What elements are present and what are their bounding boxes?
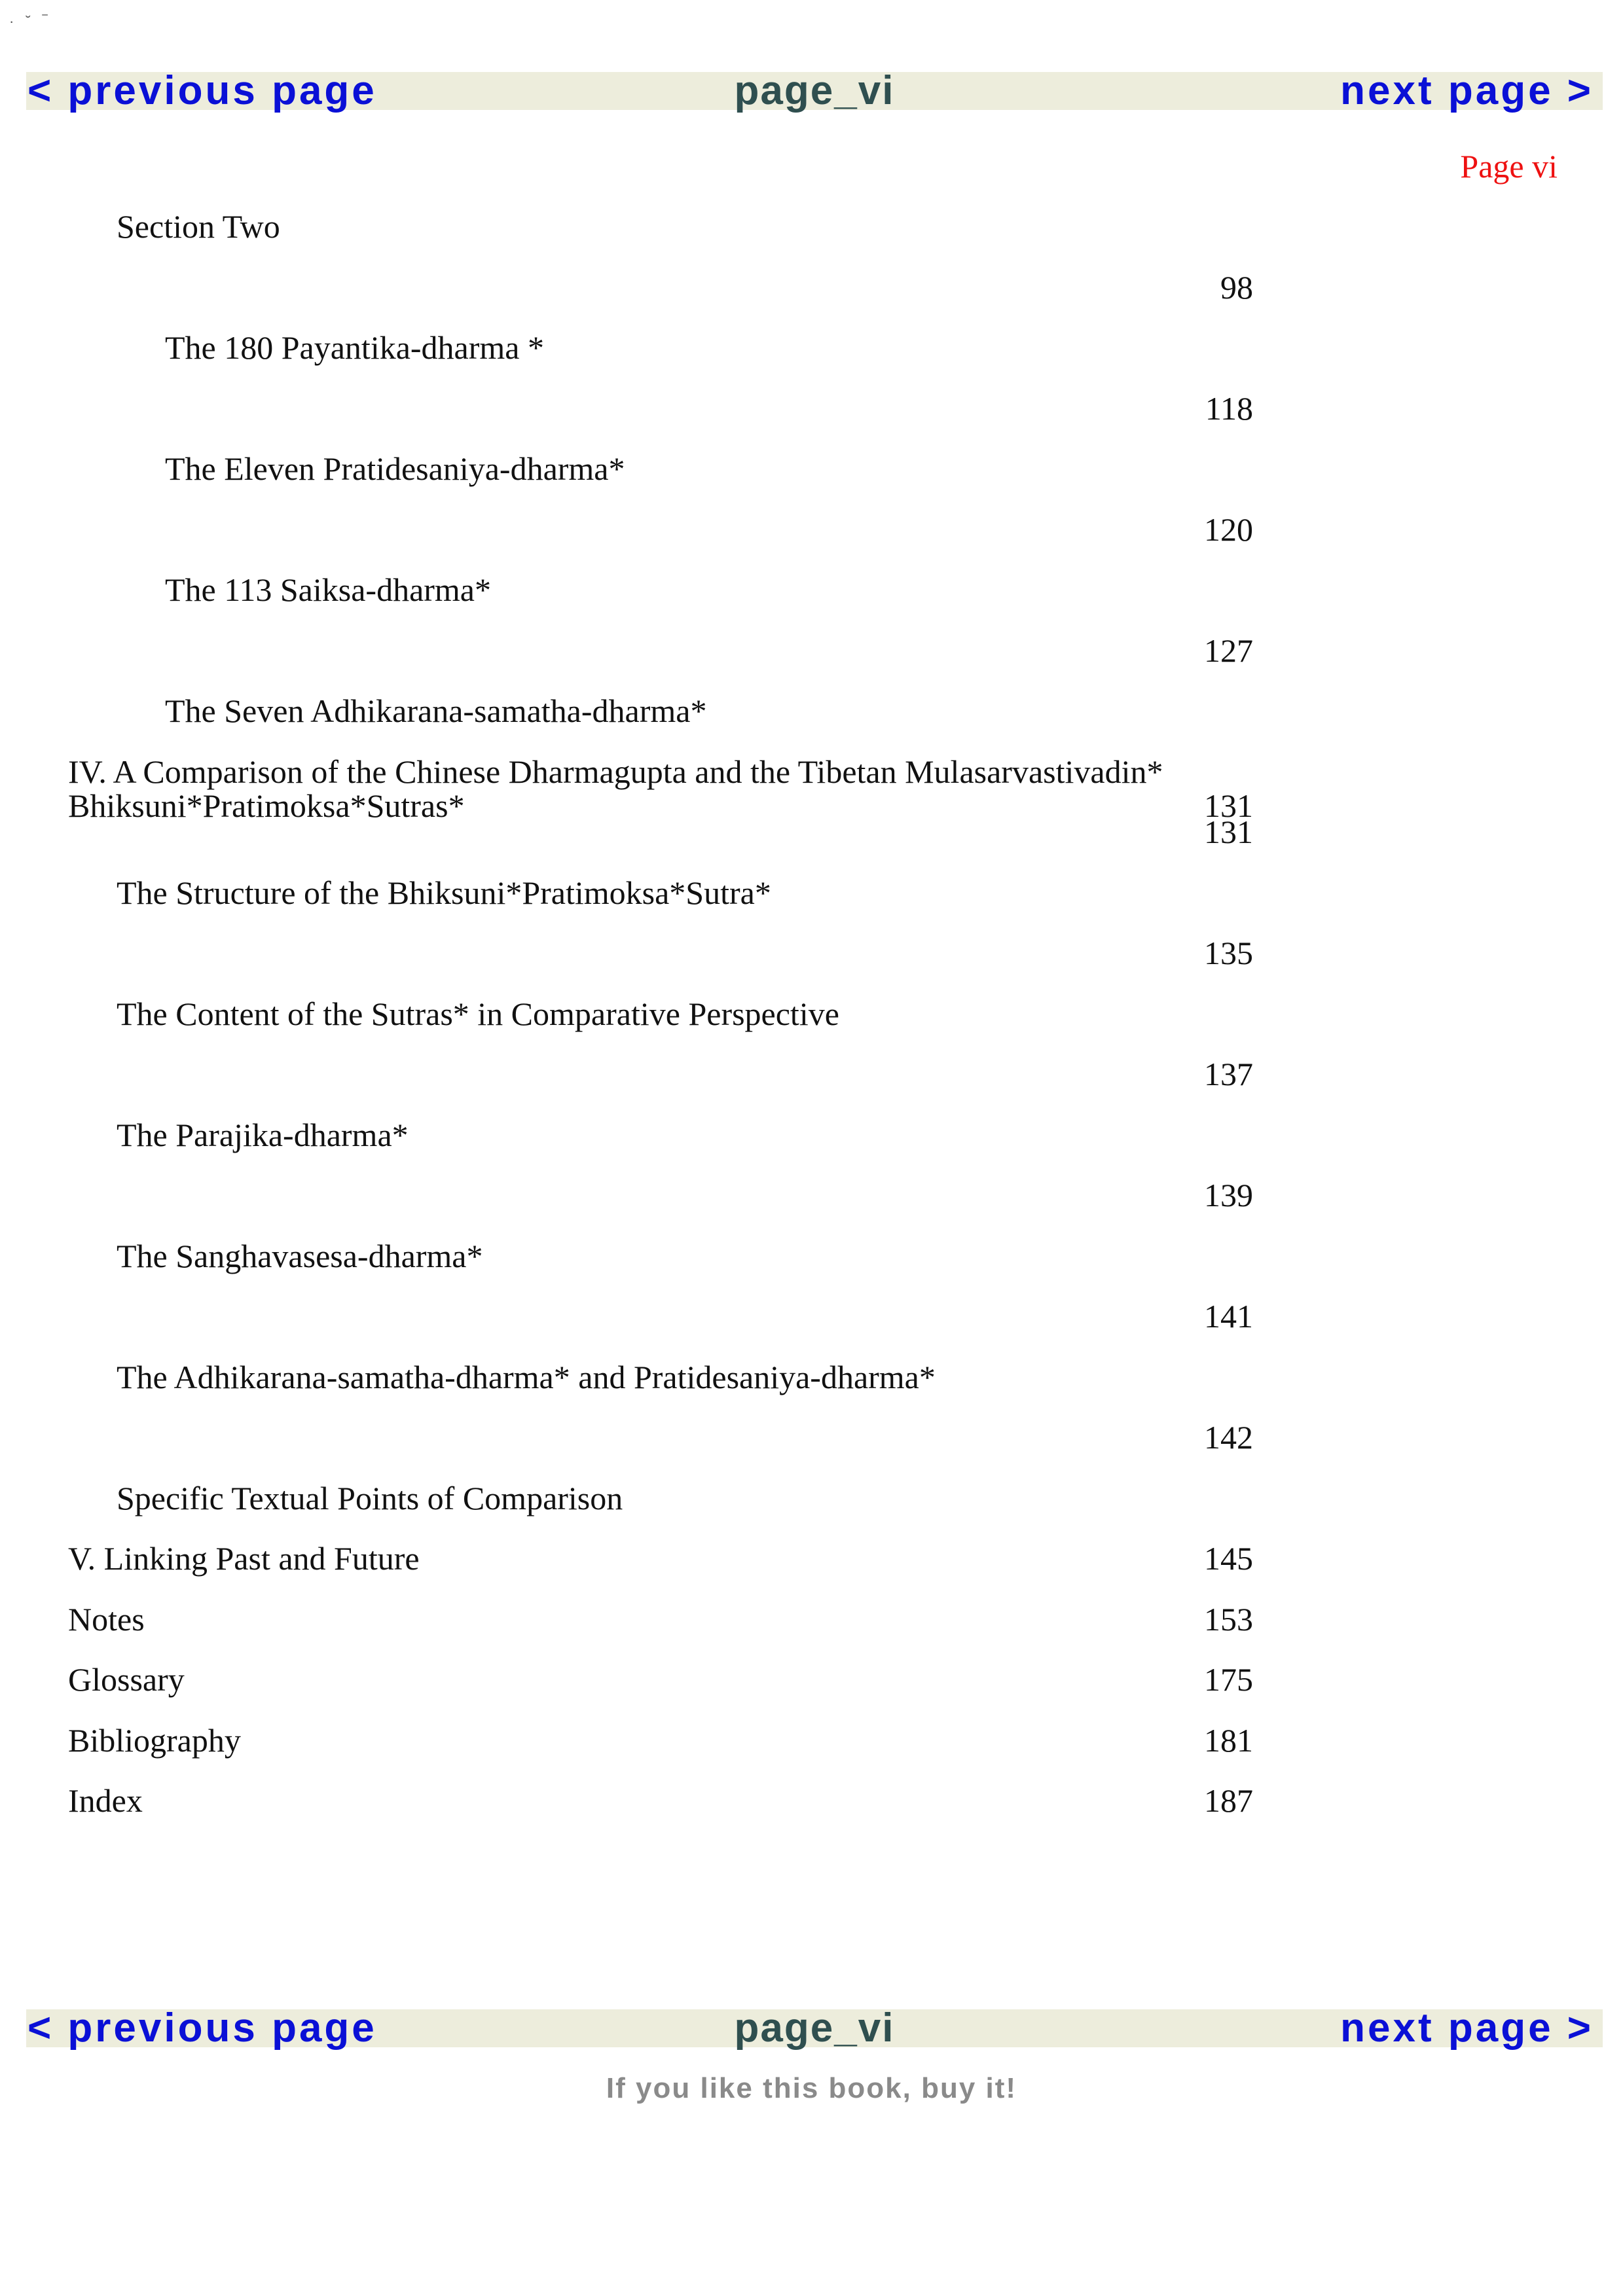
toc-entry <box>0 632 1623 672</box>
buy-book-note: If you like this book, buy it! <box>606 2072 1017 2104</box>
top-nav-bar <box>26 68 1603 113</box>
toc-entry <box>0 1419 1623 1458</box>
toc-entry-title: The Parajika-dharma* <box>117 1116 409 1153</box>
toc-entry-title: The Seven Adhikarana-samatha-dharma* <box>165 692 707 729</box>
bottom-nav-bar <box>26 2005 1603 2051</box>
toc-entry-page-number: 131 <box>1204 814 1253 850</box>
toc-entry-title: Glossary <box>68 1661 185 1698</box>
toc-entry <box>0 935 1623 974</box>
toc-entry <box>0 692 1623 732</box>
toc-entry-title: Specific Textual Points of Comparison <box>117 1479 623 1516</box>
next-page-link[interactable]: next page > <box>1340 68 1594 113</box>
toc-entry <box>0 208 1623 247</box>
top-mark: · ˘ ‾ <box>9 13 52 29</box>
toc-entry-title: The Eleven Pratidesaniya-dharma* <box>165 450 625 487</box>
toc-entry-page-number: 127 <box>1204 632 1253 669</box>
toc-entry <box>0 511 1623 550</box>
toc-entry-title: The 180 Payantika-dharma * <box>165 329 544 366</box>
toc-entry-page-number: 137 <box>1204 1056 1253 1092</box>
toc-entry-page-number: 118 <box>1205 389 1253 427</box>
toc-entry <box>0 269 1623 308</box>
toc-entry <box>0 390 1623 429</box>
toc-entry <box>0 1056 1623 1095</box>
toc-entry-title: Section Two <box>117 208 280 245</box>
toc-entry <box>0 1480 1623 1519</box>
toc-entry-page-number: 98 <box>1220 268 1253 306</box>
current-page-label: page_vi <box>734 2005 895 2051</box>
toc-entry <box>0 1782 1623 1821</box>
toc-entry-title: The Structure of the Bhiksuni*Pratimoksa*Sutra* <box>117 874 771 911</box>
toc-entry-page-number: 145 <box>1204 1540 1253 1577</box>
toc-entry-title: The Content of the Sutras* in Comparative Perspective <box>117 995 839 1032</box>
toc-entry-page-number: 131 <box>1204 787 1253 824</box>
toc-entry <box>0 571 1623 611</box>
toc-entry-title: The Sanghavasesa-dharma* <box>117 1237 483 1274</box>
toc-entry <box>0 874 1623 914</box>
toc-entry-page-number: 153 <box>1204 1600 1253 1638</box>
toc-entry-title: V. Linking Past and Future <box>68 1540 420 1577</box>
toc-entry-title-continuation: Bhiksuni*Pratimoksa*Sutras* <box>68 787 465 824</box>
toc-entry-title: Bibliography <box>68 1721 241 1759</box>
toc-entry <box>0 450 1623 490</box>
previous-page-link[interactable]: < previous page <box>27 68 377 113</box>
toc-entry <box>0 1540 1623 1579</box>
toc-entry <box>0 1722 1623 1761</box>
toc-entry-page-number: 142 <box>1204 1419 1253 1456</box>
toc-entry <box>0 1661 1623 1700</box>
toc-entry-title: Index <box>68 1782 143 1819</box>
toc-entry <box>0 1601 1623 1640</box>
toc-entry-page-number: 187 <box>1204 1782 1253 1819</box>
toc-entry <box>0 996 1623 1035</box>
current-page-label: page_vi <box>734 68 895 113</box>
toc-entry <box>0 1238 1623 1277</box>
next-page-link[interactable]: next page > <box>1340 2005 1594 2051</box>
page-number-label: Page vi <box>1460 148 1558 185</box>
toc-entry <box>0 1177 1623 1216</box>
toc-entry <box>0 1359 1623 1398</box>
toc-entry-title: The 113 Saiksa-dharma* <box>165 571 491 608</box>
toc-entry <box>0 753 1623 824</box>
toc-entry-page-number: 175 <box>1204 1661 1253 1698</box>
toc-entry <box>0 1298 1623 1337</box>
toc-entry-page-number: 139 <box>1204 1177 1253 1213</box>
toc-entry <box>0 814 1623 853</box>
toc-entry-title: The Adhikarana-samatha-dharma* and Pratidesaniya-dharma* <box>117 1358 936 1395</box>
toc-entry-page-number: 120 <box>1204 511 1253 548</box>
toc-entry <box>0 329 1623 368</box>
toc-entry-title: IV. A Comparison of the Chinese Dharmagupta and the Tibetan Mulasarvastivadin* <box>68 753 1163 790</box>
toc-entry-page-number: 181 <box>1204 1721 1253 1759</box>
toc-entry-title: Notes <box>68 1600 145 1638</box>
toc-entry-page-number: 135 <box>1204 935 1253 971</box>
previous-page-link[interactable]: < previous page <box>27 2005 377 2051</box>
toc-entry <box>0 1117 1623 1156</box>
toc-entry-page-number: 141 <box>1204 1298 1253 1335</box>
